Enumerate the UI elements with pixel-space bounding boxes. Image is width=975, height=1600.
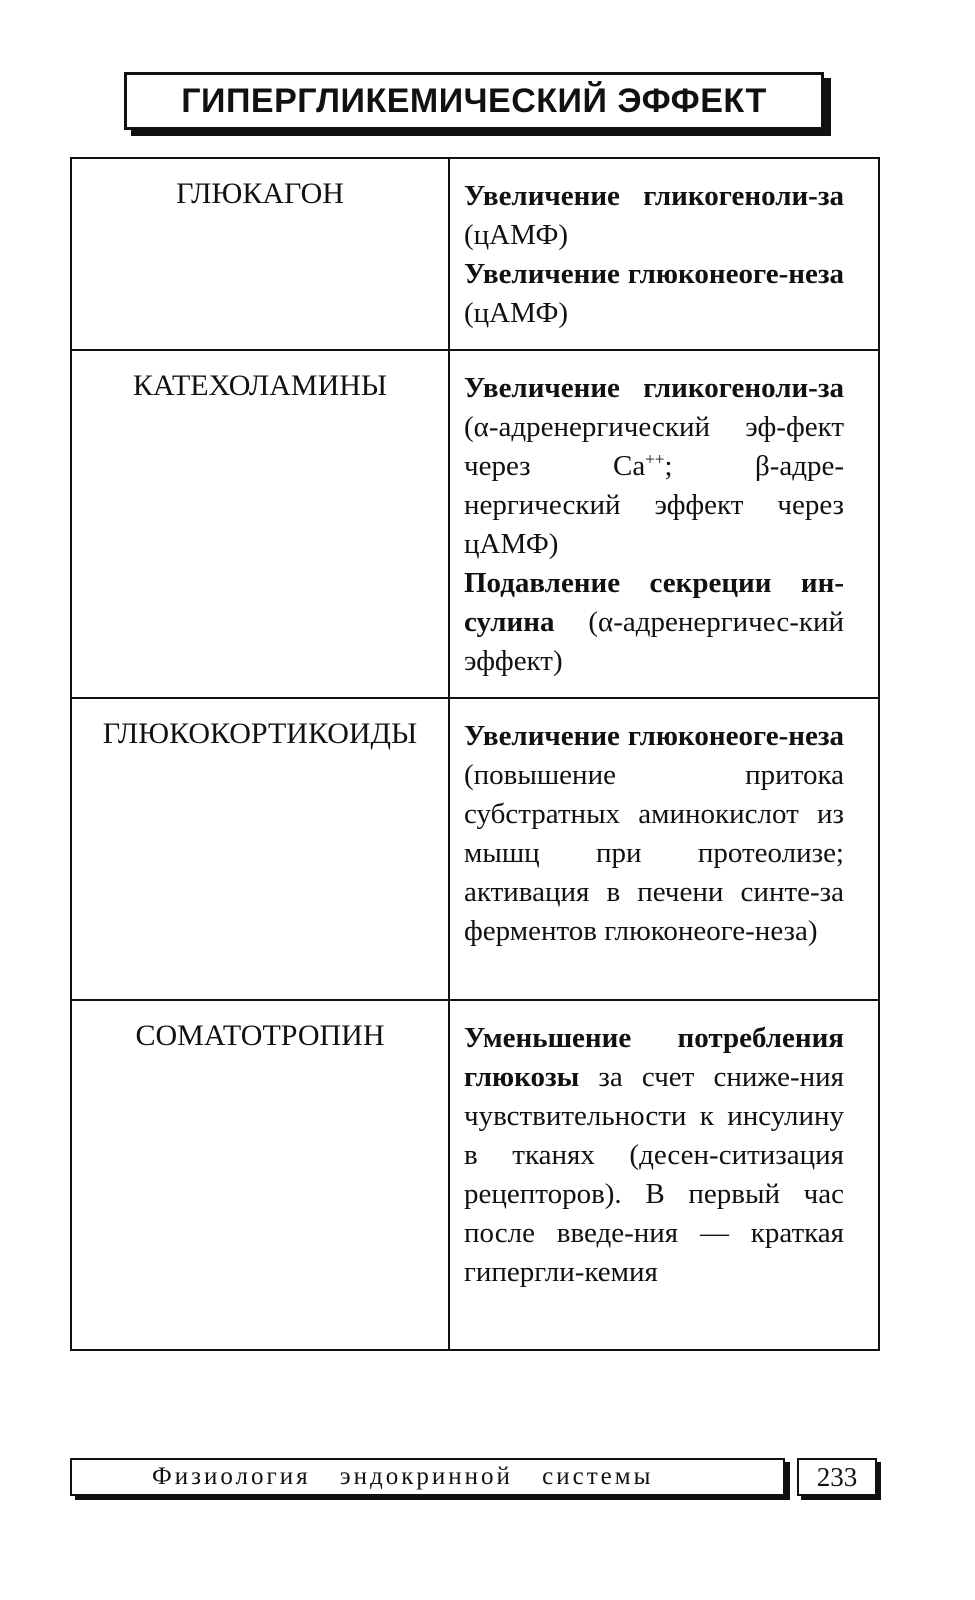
section-title: Физиология эндокринной системы [152,1463,654,1490]
hormone-cell: ГЛЮКОКОРТИКОИДЫ [71,698,449,1000]
effect-text: (повышение притока субстратных аминокислот из мышц при протеолизе; активация в печени синте-за ферментов глюконеоге-неза) [464,759,844,947]
effect-item [464,255,844,333]
hormone-cell: СОМАТОТРОПИН [71,1000,449,1350]
footer-section-box [70,1458,785,1496]
effect-item [464,717,844,951]
effect-bold: Увеличение гликогеноли-за [464,372,844,404]
effect-bold: Увеличение глюконеоге-неза [464,258,844,290]
page-number-box [797,1458,877,1496]
effect-item [464,1019,844,1292]
title-box [124,72,824,130]
hormone-cell: ГЛЮКАГОН [71,158,449,350]
effect-text: ; β-адре-нергический эффект через цАМФ) [464,450,845,560]
effect-text: (α-адренергический эф-фект через Ca [464,411,844,482]
effect-cell [449,698,879,1000]
table-row [71,1000,879,1350]
effect-item [464,177,844,255]
page-footer [70,1458,880,1496]
charge-superscript: ++ [645,449,665,469]
page-title: ГИПЕРГЛИКЕМИЧЕСКИЙ ЭФФЕКТ [181,81,767,120]
page-number: 233 [816,1461,858,1492]
effect-bold: Уменьшение потребления глюкозы [464,1022,844,1093]
effect-item [464,369,844,564]
effect-cell [449,1000,879,1350]
table-row [71,350,879,698]
effect-bold: Увеличение глюконеоге-неза [464,720,844,752]
effect-cell [449,350,879,698]
effect-text: за счет сниже-ния чувствительности к инсулину в тканях (десен-ситизация рецепторов). В первый час после введе-ния — краткая гипергли-кемия [464,1061,844,1288]
effect-text: (цАМФ) [464,219,569,251]
effect-cell [449,158,879,350]
effect-bold: Увеличение гликогеноли-за [464,180,844,212]
hyperglycemic-effect-table [70,157,880,1351]
effect-bold: Подавление секреции ин-сулина [464,567,844,638]
hormone-cell: КАТЕХОЛАМИНЫ [71,350,449,698]
table-row [71,158,879,350]
table-row [71,698,879,1000]
effect-text: (α-адренергичес-кий эффект) [464,606,844,677]
effect-text: (цАМФ) [464,297,569,329]
effect-item [464,564,844,681]
